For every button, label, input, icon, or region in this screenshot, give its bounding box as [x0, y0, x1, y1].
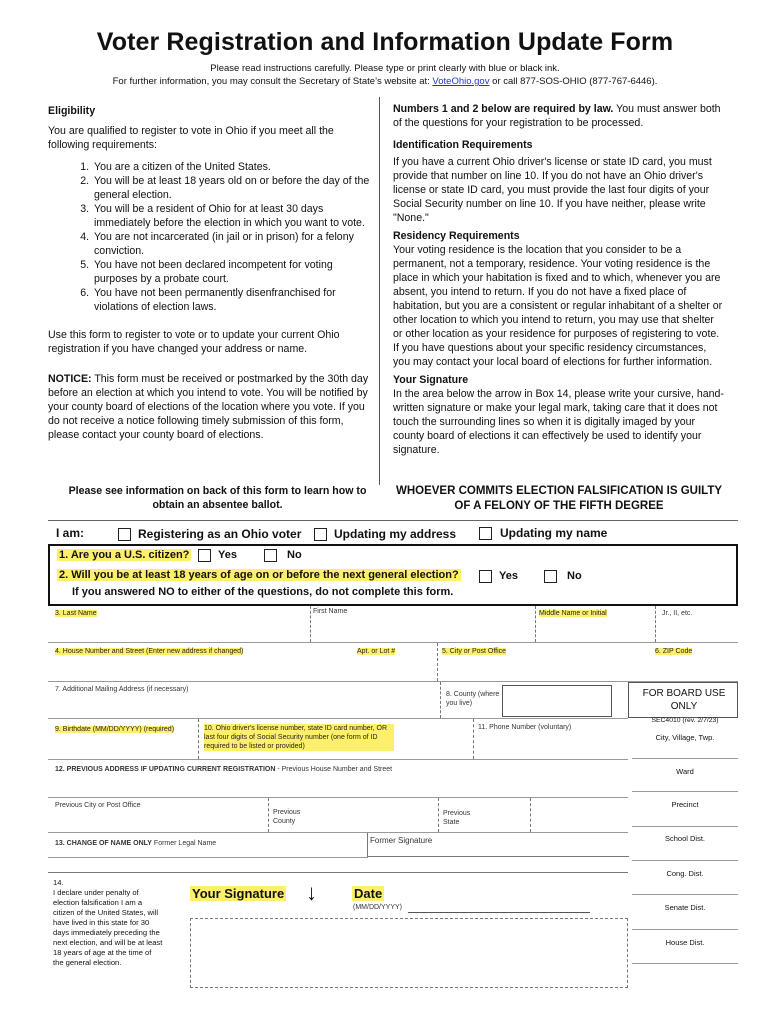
former-signature-label: Former Signature	[370, 836, 433, 845]
instructions-line: Please read instructions carefully. Please type or print clearly with blue or black ink.	[210, 63, 560, 74]
citizen-question: 1. Are you a U.S. citizen?	[59, 549, 190, 561]
age-yes-checkbox[interactable]	[479, 570, 492, 583]
board-row: House Dist.	[665, 938, 705, 947]
apt-label: Apt. or Lot #	[357, 648, 396, 655]
suffix-label: Jr., II, etc.	[662, 610, 693, 617]
board-row: Cong. Dist.	[666, 869, 704, 878]
divider	[473, 719, 474, 759]
requirements-section	[393, 102, 725, 457]
previous-address-label	[55, 766, 392, 773]
divider	[198, 719, 199, 759]
eligibility-heading: Eligibility	[48, 105, 96, 117]
required-note-rest: You must answer both of the questions for your registration to be processed.	[393, 103, 721, 129]
signature-box[interactable]	[190, 918, 628, 988]
residency-text: Your voting residence is the location that you consider to be a permanent, not a temporary, residence. Your voting residence is the place in which your habitation is fixed and to which, whenever you are absent, you intend to return. If you do not have a fixed place of habitation, but you are a consistent or regular inhabitant of a shelter or other location to which you intend to return, you may use that shelter or other location as your residence for purposes of registering to vote. If you have questions about your specific residency circumstances, you may contact your local board of elections for further information.	[393, 244, 723, 368]
update-name-label: Updating my name	[500, 526, 608, 540]
id-heading: Identification Requirements	[393, 139, 533, 151]
declaration-text: I declare under penalty of election falsification I am a citizen of the United States, will have lived in this state for 30 days immediately preceding the next election, and will be at least 18 years of age at the time of the general election.	[53, 888, 163, 967]
citizen-no-checkbox[interactable]	[264, 549, 277, 562]
previous-address-bold: 12. PREVIOUS ADDRESS IF UPDATING CURRENT REGISTRATION	[55, 766, 276, 773]
voteohio-link[interactable]: VoteOhio.gov	[432, 76, 490, 87]
absentee-note: Please see information on back of this form to learn how to obtain an absentee ballot.	[68, 485, 367, 511]
board-row: Senate Dist.	[664, 903, 706, 912]
board-line	[632, 894, 738, 895]
divider	[530, 798, 531, 832]
citizen-yes-checkbox[interactable]	[198, 549, 211, 562]
arrow-down-icon: ↓	[306, 880, 317, 905]
middle-name-label: Middle Name or Initial	[539, 610, 607, 617]
update-address-label: Updating my address	[334, 527, 457, 541]
iam-label: I am:	[56, 526, 85, 540]
street-label: 4. House Number and Street (Enter new address if changed)	[55, 648, 244, 655]
register-checkbox[interactable]	[118, 528, 131, 541]
divider	[437, 643, 438, 681]
update-name-checkbox[interactable]	[479, 527, 492, 540]
phone-label: 11. Phone Number (voluntary)	[478, 724, 572, 731]
row-line	[48, 872, 628, 873]
board-line	[632, 826, 738, 827]
notice-body: This form must be received or postmarked by the 30th day before an election at which you intend to vote. You will be notified by your county board of elections of the location where you vote. If you do not receive a notice following timely submission of this form, please contact your county board of elections.	[48, 373, 369, 441]
no-answer-note: If you answered NO to either of the questions, do not complete this form.	[72, 586, 454, 598]
birthdate-label: 9. Birthdate (MM/DD/YYYY) (required)	[55, 726, 175, 733]
divider	[438, 798, 439, 832]
eligibility-intro: You are qualified to register to vote in Ohio if you meet all the following requirements:	[48, 125, 334, 151]
age-no-label: No	[567, 570, 582, 582]
requirement-item: 5. You have not been declared incompetent for voting purposes by a probate court.	[92, 258, 370, 286]
former-name-bold: 13. CHANGE OF NAME ONLY	[55, 840, 152, 847]
board-row: Ward	[676, 767, 694, 776]
divider	[268, 798, 269, 832]
county-input[interactable]	[502, 685, 612, 717]
previous-county-label: Previous County	[273, 809, 301, 825]
board-row: School Dist.	[664, 834, 706, 843]
requirement-item: 4. You are not incarcerated (in jail or in prison) for a felony conviction.	[92, 230, 370, 258]
divider	[440, 682, 441, 718]
requirement-item: 1. You are a citizen of the United States.	[92, 160, 370, 174]
row-line	[48, 642, 738, 643]
update-address-checkbox[interactable]	[314, 528, 327, 541]
row-line	[48, 759, 628, 760]
citizen-no-label: No	[287, 549, 302, 561]
form-top-line	[48, 520, 738, 521]
date-format: (MM/DD/YYYY)	[353, 904, 402, 911]
age-yes-label: Yes	[499, 570, 518, 582]
row-line	[48, 797, 628, 798]
citizen-yes-label: Yes	[218, 549, 237, 561]
signature-text: In the area below the arrow in Box 14, please write your cursive, hand-written signature or make your legal mark, taking care that it does not touch the surrounding lines so when it is digitally imaged by your county board of elections it can effectively be used to identify your signature.	[393, 388, 724, 456]
age-question: 2. Will you be at least 18 years of age on or before the next general election?	[59, 569, 459, 581]
id-number-label: 10. Ohio driver's license number, state ID card number, OR last four digits of Social Security number (one form of ID required to be listed or provided)	[204, 724, 394, 751]
requirements-list	[92, 160, 370, 314]
previous-address-rest: - Previous House Number and Street	[275, 766, 393, 773]
requirement-item: 2. You will be at least 18 years old on or before the day of the general election.	[92, 174, 370, 202]
use-form-text: Use this form to register to vote or to update your current Ohio registration if you have changed your address or name.	[48, 329, 340, 355]
date-label: Date	[354, 886, 383, 901]
board-line	[632, 791, 738, 792]
id-text: If you have a current Ohio driver's license or state ID card, you must provide that number on line 10. If you do not have an Ohio driver's license or state ID card, you must provide the last four digits of your Social Security number on line 10. If you have neither, please write "None."	[393, 156, 712, 224]
board-use-title: FOR BOARD USE ONLY	[642, 688, 726, 712]
former-name-label	[55, 840, 216, 847]
age-no-checkbox[interactable]	[544, 570, 557, 583]
falsification-warning: WHOEVER COMMITS ELECTION FALSIFICATION IS GUILTY OF A FELONY OF THE FIFTH DEGREE	[395, 485, 723, 512]
zip-label: 6. ZIP Code	[655, 648, 693, 655]
your-signature-label: Your Signature	[192, 886, 285, 901]
notice-text	[48, 372, 370, 442]
info-line	[0, 76, 770, 87]
requirement-item: 3. You will be a resident of Ohio for at least 30 days immediately before the election in which you want to vote.	[92, 202, 370, 230]
former-name-rest: Former Legal Name	[151, 840, 217, 847]
residency-heading: Residency Requirements	[393, 230, 520, 242]
column-divider	[379, 97, 380, 485]
previous-city-label: Previous City or Post Office	[55, 802, 141, 809]
board-line	[632, 929, 738, 930]
notice-label: NOTICE:	[48, 373, 92, 385]
info-line-post: or call 877-SOS-OHIO (877-767-6446).	[489, 76, 658, 87]
row-line	[48, 857, 368, 858]
register-label: Registering as an Ohio voter	[138, 527, 302, 541]
date-input[interactable]	[408, 912, 590, 913]
board-row: City, Village, Twp.	[655, 733, 715, 742]
county-label: 8. County (where you live)	[446, 691, 500, 707]
form-code: SEC4010 (rev. 2/7/23)	[651, 717, 719, 724]
board-row: Precinct	[671, 800, 699, 809]
declaration-number: 14.	[53, 878, 64, 887]
previous-state-label: Previous State	[443, 810, 471, 826]
mailing-address-label: 7. Additional Mailing Address (if necessary)	[55, 686, 189, 693]
row-line	[48, 718, 628, 719]
first-name-label: First Name	[313, 608, 348, 615]
signature-heading: Your Signature	[393, 374, 469, 386]
board-line	[632, 963, 738, 964]
last-name-input[interactable]	[48, 606, 738, 642]
declaration-block	[53, 878, 163, 968]
info-line-pre: For further information, you may consult the Secretary of State’s website at:	[112, 76, 433, 87]
city-label: 5. City or Post Office	[442, 648, 507, 655]
form-title: Voter Registration and Information Update Form	[96, 28, 674, 56]
eligibility-section	[48, 104, 370, 442]
required-questions-note	[393, 102, 725, 130]
board-line	[632, 860, 738, 861]
required-note-bold: Numbers 1 and 2 below are required by law.	[393, 103, 614, 115]
last-name-label: 3. Last Name	[55, 610, 97, 617]
requirement-item: 6. You have not been permanently disenfranchised for violations of election laws.	[92, 286, 370, 314]
board-line	[632, 758, 738, 759]
